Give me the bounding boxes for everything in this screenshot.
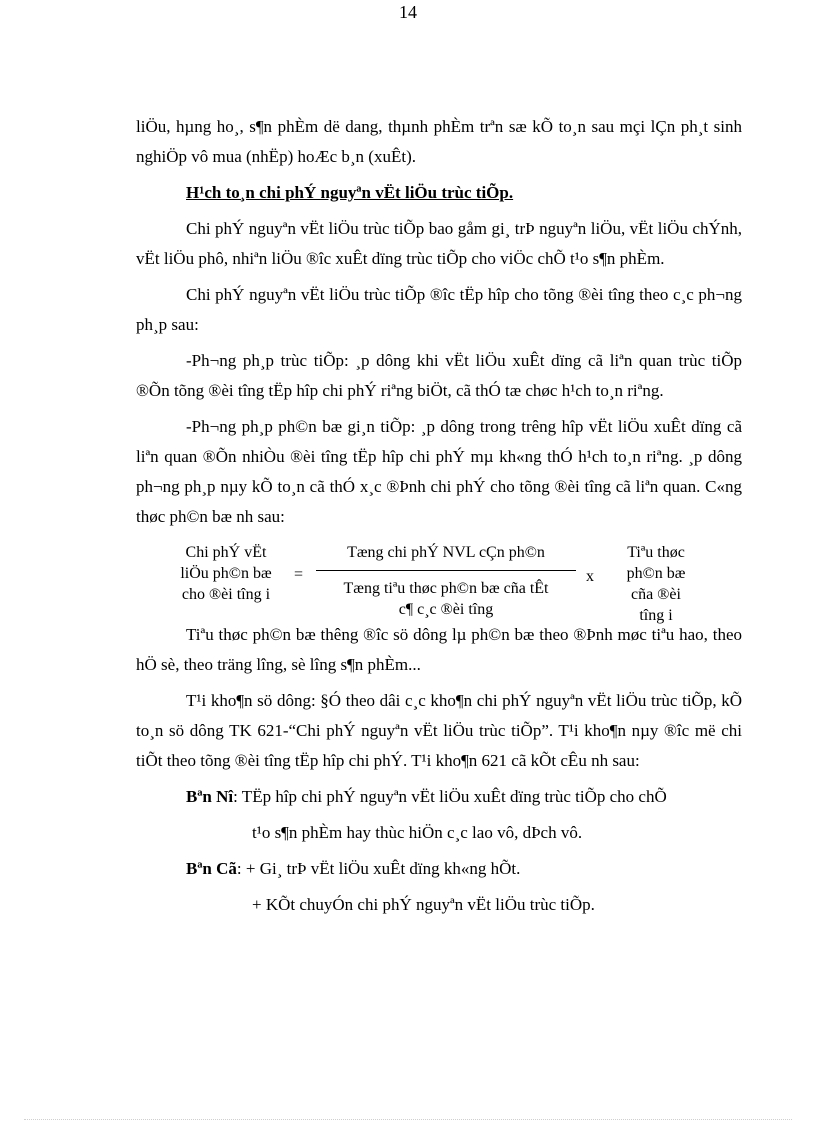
page-number: 14 — [399, 2, 417, 22]
formula-rhs-line: ph©n bæ — [626, 565, 686, 582]
formula-lhs — [166, 542, 286, 605]
credit-text: : + Gi¸ trÞ vËt liÖu xuÊt dïng kh«ng hÕt. — [236, 859, 521, 878]
formula-lhs-line: liÖu ph©n bæ — [180, 565, 272, 582]
paragraph-account-used: T¹i kho¶n sö dông: §Ó theo dâi c¸c kho¶n chi phÝ nguyªn vËt liÖu trùc tiÕp, kÕ to¸n sö dông TK 621-“Chi phÝ nguyªn vËt liÖu trùc tiÕp”. T¹i kho¶n nµy ®îc më chi tiÕt theo tõng ®èi tîng tËp hîp chi phÝ. T¹i kho¶n 621 cã kÕt cÊu nh sau: — [136, 691, 742, 770]
section-heading: H¹ch to¸n chi phÝ nguyªn vËt liÖu trùc tiÕp. — [186, 183, 514, 202]
formula-rhs-line: tîng i — [639, 607, 673, 624]
debit-text: : TËp hîp chi phÝ nguyªn vËt liÖu xuÊt dïng trùc tiÕp cho chÕ — [233, 787, 667, 806]
allocation-formula — [136, 538, 742, 624]
debit-continuation: t¹o s¶n phÈm hay thùc hiÖn c¸c lao vô, dÞch vô. — [252, 823, 583, 842]
paragraph-direct-method: -Ph¬ng ph¸p trùc tiÕp: ¸p dông khi vËt liÖu xuÊt dïng cã liªn quan trùc tiÕp ®Õn tõng ®èi tîng tËp hîp chi phÝ riªng biÖt, cã thÓ tæ chøc h¹ch to¸n riªng. — [136, 351, 742, 400]
paragraph-methods-intro: Chi phÝ nguyªn vËt liÖu trùc tiÕp ®îc tËp hîp cho tõng ®èi tîng theo c¸c ph¬ng ph¸p sau: — [136, 285, 742, 334]
debit-side — [136, 782, 742, 812]
formula-rhs-line: Tiªu thøc — [627, 544, 685, 561]
formula-lhs-line: Chi phÝ vËt — [185, 544, 267, 561]
paragraph-indirect-method: -Ph¬ng ph¸p ph©n bæ gi¸n tiÕp: ¸p dông trong trêng hîp vËt liÖu xuÊt dïng cã liªn quan ®Õn nhiÒu ®èi tîng tËp hîp chi phÝ mµ kh«ng thÓ h¹ch to¸n riªng. ¸p dông ph¬ng ph¸p nµy kÕ to¸n cã thÓ x¸c ®Þnh chi phÝ cho tõng ®èi tîng cã liªn quan. C«ng thøc ph©n bæ nh sau: — [136, 417, 742, 526]
formula-rhs-line: cña ®èi — [631, 586, 681, 603]
paragraph-definition: Chi phÝ nguyªn vËt liÖu trùc tiÕp bao gåm gi¸ trÞ nguyªn liÖu, vËt liÖu chÝnh, vËt liÖu phô, nhiªn liÖu ®îc xuÊt dïng trùc tiÕp cho viÖc chÕ t¹o s¶n phÈm. — [136, 219, 742, 268]
credit-label: Bªn Cã — [186, 859, 237, 878]
formula-lhs-line: cho ®èi tîng i — [181, 586, 271, 603]
formula-multiply-sign: x — [586, 568, 594, 585]
formula-fraction-bar — [316, 570, 576, 571]
formula-rhs — [606, 542, 706, 624]
paragraph-continuation: liÖu, hµng ho¸, s¶n phÈm dë dang, thµnh phÈm trªn sæ kÕ to¸n sau mçi lÇn ph¸t sinh nghiÖp vô mua (nhËp) hoÆc b¸n (xuÊt). — [136, 117, 742, 166]
formula-numerator: Tæng chi phÝ NVL cÇn ph©n — [347, 544, 545, 561]
page-bottom-border — [24, 1119, 792, 1120]
credit-side — [136, 854, 742, 884]
formula-denominator-line: c¶ c¸c ®èi tîng — [398, 601, 494, 618]
credit-continuation: + KÕt chuyÓn chi phÝ nguyªn vËt liÖu trùc tiÕp. — [252, 895, 595, 914]
paragraph-allocation-criteria: Tiªu thøc ph©n bæ thêng ®îc sö dông lµ ph©n bæ theo ®Þnh møc tiªu hao, theo hÖ sè, theo träng lîng, sè lîng s¶n phÈm... — [136, 625, 742, 674]
formula-denominator-line: Tæng tiªu thøc ph©n bæ cña tÊt — [343, 580, 549, 597]
formula-equals-sign: = — [294, 566, 304, 583]
document-body — [136, 112, 742, 926]
formula-denominator — [316, 578, 576, 620]
debit-label: Bªn Nî — [186, 787, 234, 806]
